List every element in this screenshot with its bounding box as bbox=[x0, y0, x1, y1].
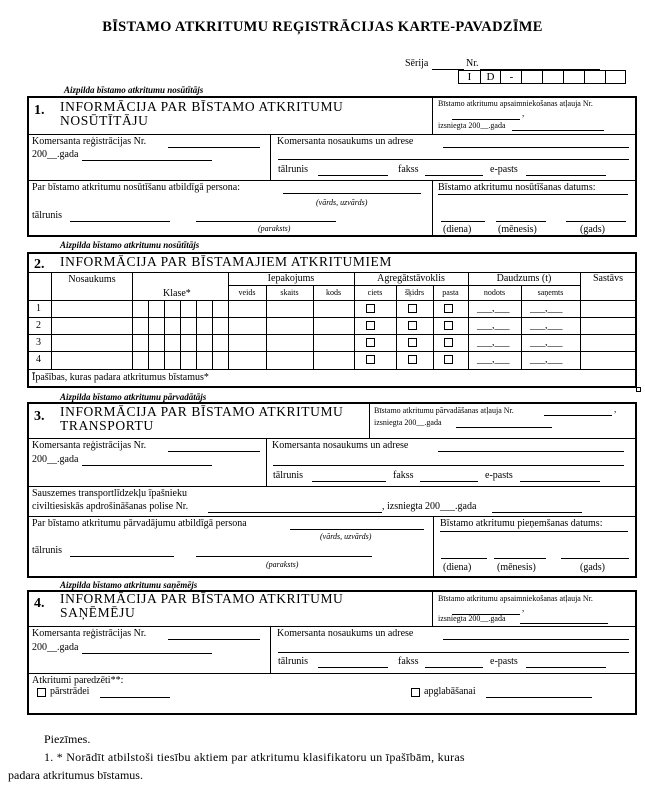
s1-signature-field[interactable] bbox=[196, 221, 336, 222]
s4-issued-field[interactable] bbox=[520, 623, 608, 624]
section4-filler: Aizpilda bīstamo atkritumu saņēmējs bbox=[60, 580, 198, 590]
form-title: BĪSTAMO ATKRITUMU REĢISTRĀCIJAS KARTE-PAVADZĪME bbox=[102, 19, 543, 35]
s3-phone-field[interactable] bbox=[312, 481, 386, 482]
s4-name-addr-field[interactable] bbox=[443, 639, 629, 640]
notes-heading: Piezīmes. bbox=[44, 732, 91, 746]
solid-checkbox[interactable] bbox=[366, 321, 375, 330]
s1-person-phone-label: tālrunis bbox=[32, 210, 62, 221]
s3-person-phone-field[interactable] bbox=[70, 556, 174, 557]
note-1-cont: padara atkritumus bīstamus. bbox=[8, 768, 143, 782]
qty-received[interactable]: ___,___ bbox=[530, 337, 563, 348]
row-number: 4 bbox=[36, 354, 41, 365]
section3-filler: Aizpilda bīstamo atkritumu pārvadātājs bbox=[60, 392, 207, 402]
id-letter: I bbox=[467, 71, 472, 83]
col-quantity: Daudzums (t) bbox=[496, 273, 552, 284]
s3-reg-date-field[interactable] bbox=[82, 465, 212, 466]
s1-phone-label: tālrunis bbox=[278, 164, 308, 175]
s1-permit-field[interactable] bbox=[452, 119, 520, 120]
s1-day-field[interactable] bbox=[441, 221, 485, 222]
s1-person-phone-field[interactable] bbox=[70, 221, 170, 222]
solid-checkbox[interactable] bbox=[366, 355, 375, 364]
s4-permit-label: Bīstamo atkritumu apsaimniekošanas atļauja Nr. bbox=[438, 594, 593, 603]
s1-permit-label: Bīstamo atkritumu apsaimniekošanas atļauja Nr. bbox=[438, 99, 593, 108]
liquid-checkbox[interactable] bbox=[408, 355, 417, 364]
s3-fax-field[interactable] bbox=[420, 481, 478, 482]
s4-fax-label: fakss bbox=[398, 656, 419, 667]
s4-email-label: e-pasts bbox=[490, 656, 518, 667]
s4-reg-label: Komersanta reģistrācijas Nr. bbox=[32, 628, 147, 639]
s3-insurance-field[interactable] bbox=[208, 512, 382, 513]
number-label: Nr. bbox=[466, 58, 479, 69]
s4-fax-field[interactable] bbox=[425, 667, 483, 668]
s3-email-label: e-pasts bbox=[485, 470, 513, 481]
processing-label: pārstrādei bbox=[50, 686, 90, 697]
s4-reg-field[interactable] bbox=[168, 639, 260, 640]
s4-email-field[interactable] bbox=[526, 667, 606, 668]
s1-issued-field[interactable] bbox=[512, 130, 604, 131]
s3-name-addr-label: Komersanta nosaukums un adrese bbox=[272, 440, 409, 451]
processing-field[interactable] bbox=[100, 697, 170, 698]
paste-checkbox[interactable] bbox=[444, 321, 453, 330]
disposal-label: apglabāšanai bbox=[424, 686, 476, 697]
s1-year-field[interactable] bbox=[566, 221, 626, 222]
s3-year-field[interactable] bbox=[561, 558, 629, 559]
col-composition: Sastāvs bbox=[593, 273, 623, 284]
disposal-field[interactable] bbox=[486, 697, 592, 698]
s3-person-label: Par bīstamo atkritumu pārvadājumu atbildīgā persona bbox=[32, 518, 247, 529]
s1-reg-date: 200__.gada bbox=[32, 149, 79, 160]
s1-fax-field[interactable] bbox=[425, 175, 483, 176]
section2-filler: Aizpilda bīstamo atkritumu nosūtītājs bbox=[60, 240, 200, 250]
paste-checkbox[interactable] bbox=[444, 338, 453, 347]
properties-label: Īpašības, kuras padara atkritumus bīstamus* bbox=[32, 372, 209, 383]
s4-issued-label: izsniegta 200__.gada bbox=[438, 614, 506, 623]
s1-issued-label: izsniegta 200__.gada bbox=[438, 121, 506, 130]
s3-insurance-line1: Sauszemes transportlīdzekļu īpašnieku bbox=[32, 488, 187, 499]
s3-person-phone-label: tālrunis bbox=[32, 545, 62, 556]
row-number: 2 bbox=[36, 320, 41, 331]
section2-number: 2. bbox=[34, 257, 45, 272]
liquid-checkbox[interactable] bbox=[408, 321, 417, 330]
s3-month-field[interactable] bbox=[494, 558, 546, 559]
s1-reg-field[interactable] bbox=[168, 147, 260, 148]
s3-permit-label: Bīstamo atkritumu pārvadāšanas atļauja Nr. bbox=[374, 406, 514, 415]
s1-reg-label: Komersanta reģistrācijas Nr. bbox=[32, 136, 147, 147]
s1-fax-label: fakss bbox=[398, 164, 419, 175]
id-letter: - bbox=[509, 71, 514, 83]
s3-reg-date: 200__.gada bbox=[32, 454, 79, 465]
col-state: Agregātstāvoklis bbox=[377, 273, 445, 284]
section3-number: 3. bbox=[34, 409, 45, 424]
s4-intended-label: Atkritumi paredzēti**: bbox=[32, 675, 124, 686]
row-number: 1 bbox=[36, 303, 41, 314]
disposal-checkbox[interactable] bbox=[411, 688, 420, 697]
section1-number: 1. bbox=[34, 103, 45, 118]
section4-number: 4. bbox=[34, 596, 45, 611]
note-1: 1. * Norādīt atbilstoši tiesību aktiem par atkritumu klasifikatoru un īpašībām, kuras bbox=[44, 750, 465, 764]
s4-name-addr-label: Komersanta nosaukums un adrese bbox=[277, 628, 414, 639]
id-letter: D bbox=[486, 71, 495, 83]
s4-phone-label: tālrunis bbox=[278, 656, 308, 667]
s1-reg-date-field[interactable] bbox=[82, 160, 212, 161]
s4-reg-date: 200__.gada bbox=[32, 642, 79, 653]
s1-email-label: e-pasts bbox=[490, 164, 518, 175]
s3-person-field[interactable] bbox=[290, 529, 424, 530]
section3-title: INFORMĀCIJA PAR BĪSTAMO ATKRITUMU TRANSPORTU bbox=[60, 404, 344, 433]
section4-title: INFORMĀCIJA PAR BĪSTAMO ATKRITUMU SAŅĒMĒJU bbox=[60, 591, 344, 620]
s3-insurance-line2: civiltiesiskās apdrošināšanas polise Nr. bbox=[32, 501, 189, 512]
series-label: Sērija bbox=[405, 58, 429, 69]
qty-handed[interactable]: ___,___ bbox=[477, 303, 510, 314]
qty-received[interactable]: ___,___ bbox=[530, 354, 563, 365]
solid-checkbox[interactable] bbox=[366, 338, 375, 347]
s3-email-field[interactable] bbox=[520, 481, 600, 482]
resize-handle bbox=[636, 387, 641, 392]
s3-insurance-issued: , izsniegta 200___.gada bbox=[382, 501, 477, 512]
s3-date-label: Bīstamo atkritumu pieņemšanas datums: bbox=[440, 518, 603, 529]
section1-title: INFORMĀCIJA PAR BĪSTAMO ATKRITUMU NOSŪTĪTĀJU bbox=[60, 99, 344, 128]
qty-handed[interactable]: ___,___ bbox=[477, 354, 510, 365]
s3-issued-label: izsniegta 200__.gada bbox=[374, 418, 442, 427]
col-class: Klase* bbox=[163, 288, 191, 299]
s3-signature-field[interactable] bbox=[196, 556, 372, 557]
paste-checkbox[interactable] bbox=[444, 355, 453, 364]
qty-received[interactable]: ___,___ bbox=[530, 320, 563, 331]
qty-handed[interactable]: ___,___ bbox=[477, 320, 510, 331]
s1-email-field[interactable] bbox=[526, 175, 606, 176]
s1-phone-field[interactable] bbox=[318, 175, 388, 176]
id-boxes[interactable] bbox=[458, 70, 626, 84]
s3-reg-field[interactable] bbox=[168, 451, 260, 452]
s1-date-label: Bīstamo atkritumu nosūtīšanas datums: bbox=[438, 182, 596, 193]
qty-handed[interactable]: ___,___ bbox=[477, 337, 510, 348]
section2-title: INFORMĀCIJA PAR BĪSTAMAJIEM ATKRITUMIEM bbox=[60, 254, 392, 269]
col-packaging: Iepakojums bbox=[267, 273, 315, 284]
s4-reg-date-field[interactable] bbox=[82, 653, 212, 654]
s3-fax-label: fakss bbox=[393, 470, 414, 481]
s3-reg-label: Komersanta reģistrācijas Nr. bbox=[32, 440, 147, 451]
s4-phone-field[interactable] bbox=[318, 667, 388, 668]
row-number: 3 bbox=[36, 337, 41, 348]
s1-month-field[interactable] bbox=[496, 221, 546, 222]
section1-filler: Aizpilda bīstamo atkritumu nosūtītājs bbox=[64, 85, 204, 95]
col-name: Nosaukums bbox=[68, 274, 116, 285]
s3-insurance-date-field[interactable] bbox=[492, 512, 582, 513]
s3-name-addr-field[interactable] bbox=[438, 451, 624, 452]
s1-name-addr-field[interactable] bbox=[443, 147, 629, 148]
liquid-checkbox[interactable] bbox=[408, 304, 417, 313]
qty-received[interactable]: ___,___ bbox=[530, 303, 563, 314]
s1-name-addr-label: Komersanta nosaukums un adrese bbox=[277, 136, 414, 147]
s1-person-label: Par bīstamo atkritumu nosūtīšanu atbildīgā persona: bbox=[32, 182, 241, 193]
solid-checkbox[interactable] bbox=[366, 304, 375, 313]
s1-person-field[interactable] bbox=[283, 193, 421, 194]
s3-day-field[interactable] bbox=[441, 558, 487, 559]
s3-permit-field[interactable] bbox=[544, 415, 612, 416]
liquid-checkbox[interactable] bbox=[408, 338, 417, 347]
paste-checkbox[interactable] bbox=[444, 304, 453, 313]
s3-issued-field[interactable] bbox=[456, 427, 552, 428]
processing-checkbox[interactable] bbox=[37, 688, 46, 697]
s3-phone-label: tālrunis bbox=[273, 470, 303, 481]
